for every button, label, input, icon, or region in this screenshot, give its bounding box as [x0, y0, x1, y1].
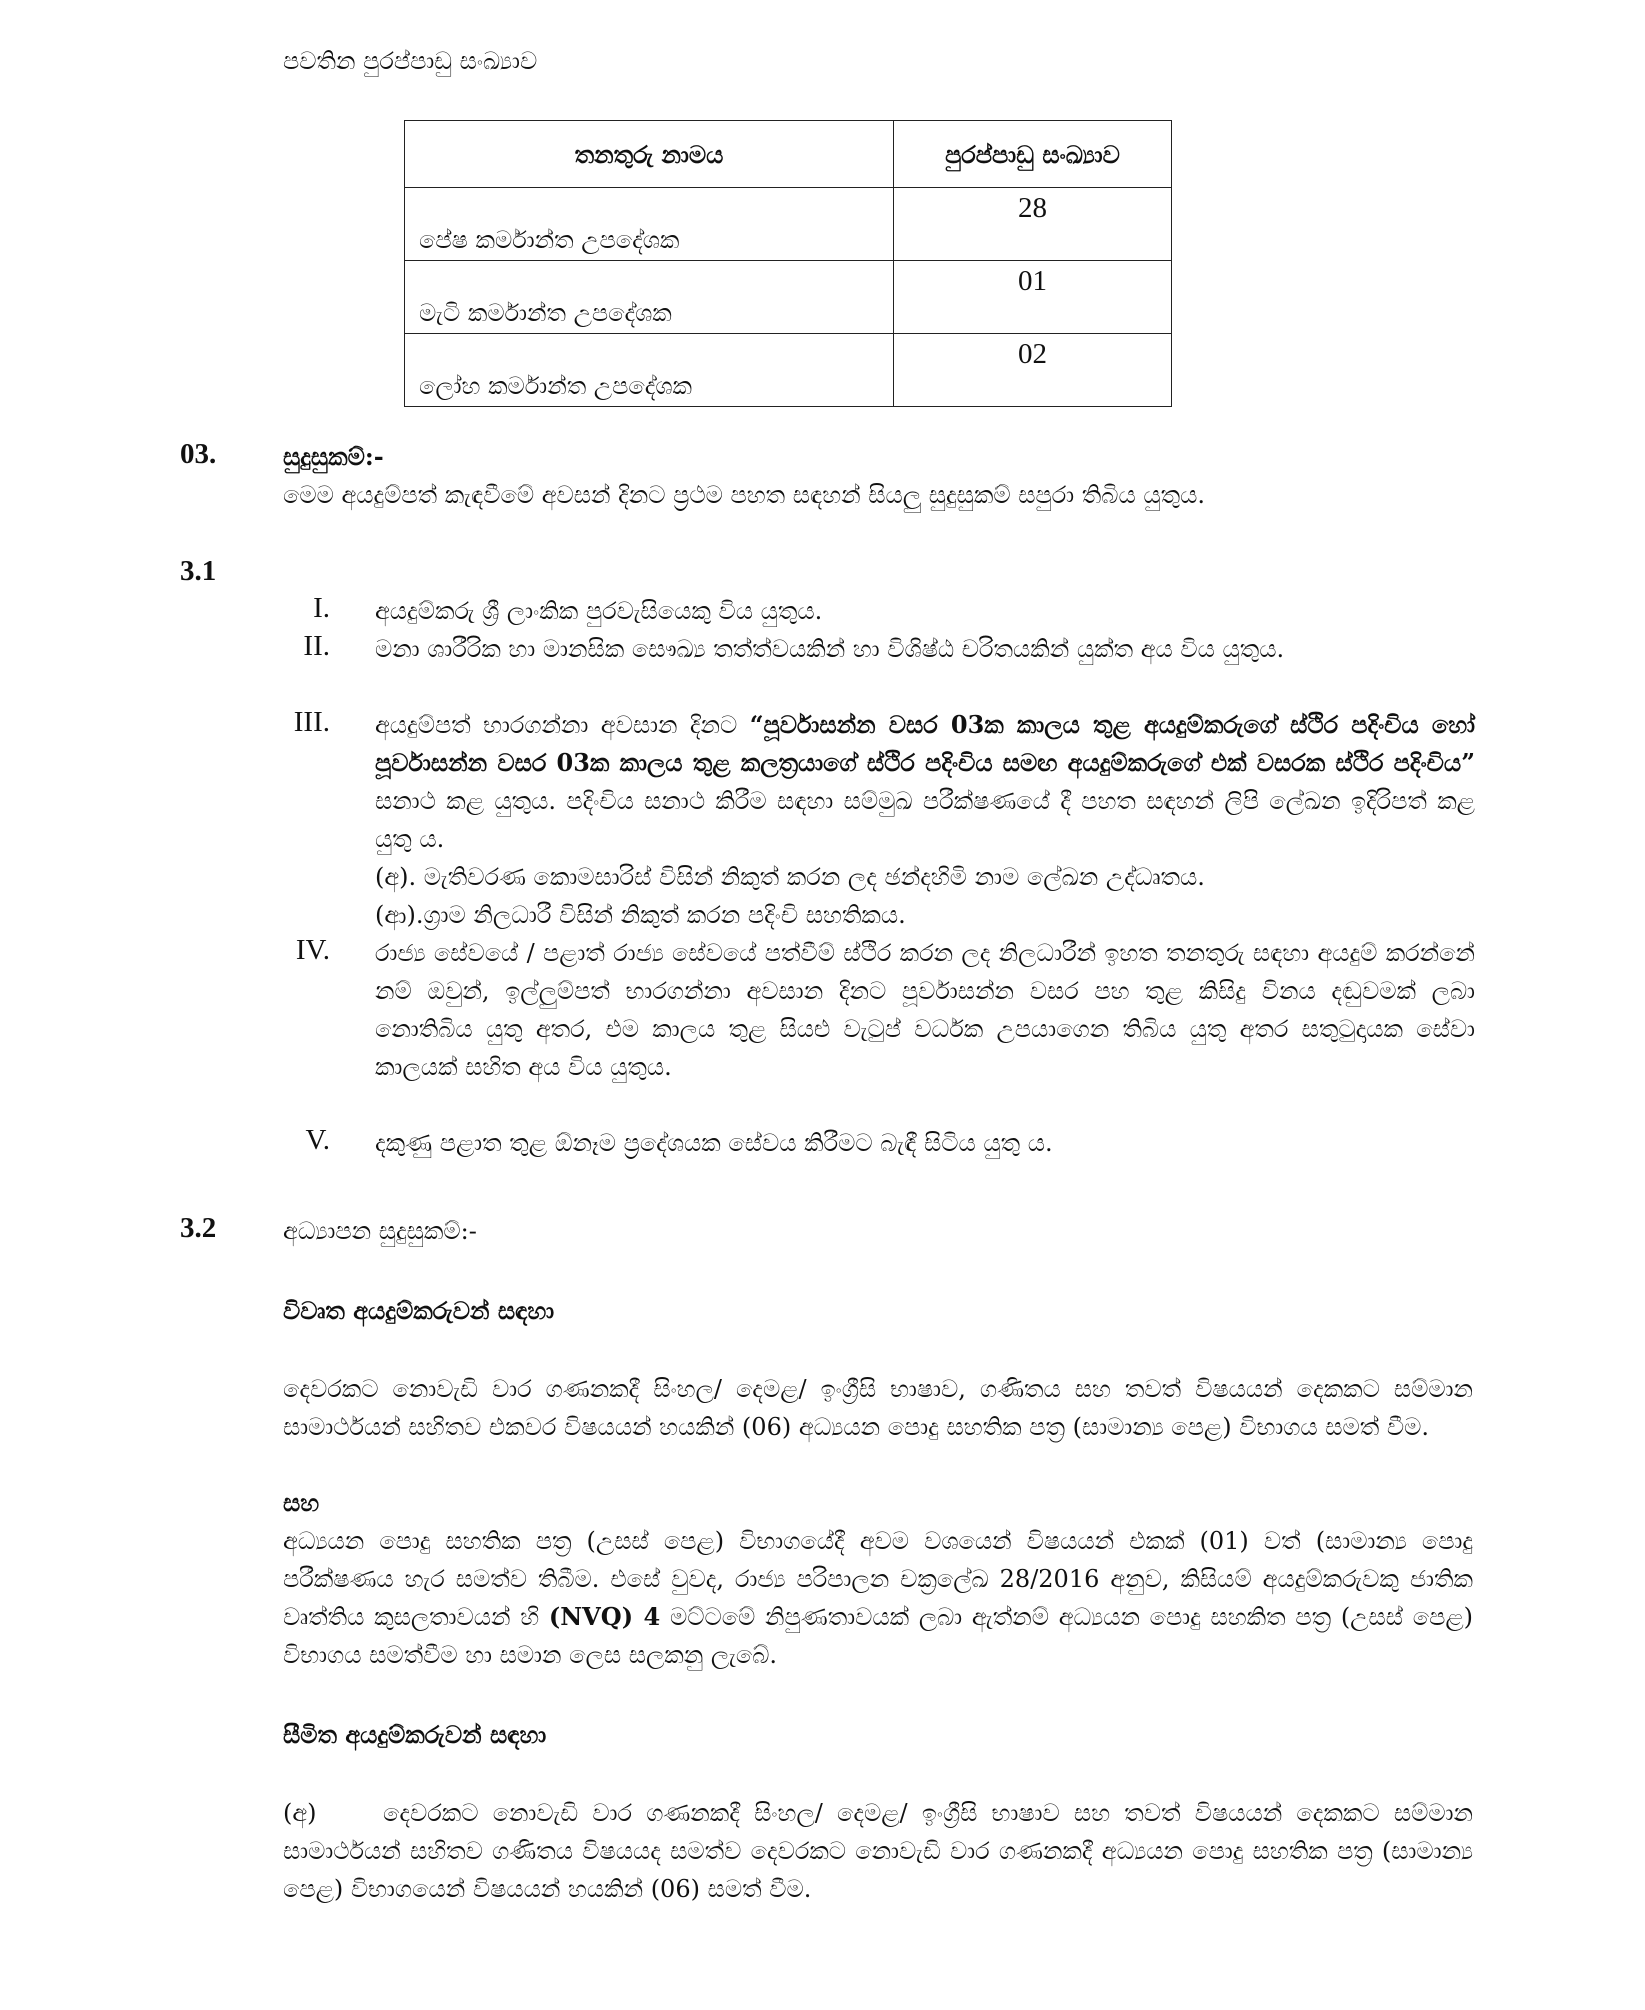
section-number-03: 03.	[180, 438, 217, 470]
paragraph-2-text-a: අධ්‍යයන පොදු සහතික පත්‍ර (උසස් පෙළ) විභාගයේදී අවම වශයෙන් විෂයයන් එකක් (01) වත් (සාමාන්‍ය පොදු පරීක්ෂණය හැර සමත්ව තිබීම. එසේ වුවද, රාජ්‍ය පරිපාලන චක්‍රලේඛ 28/2016 අනුව, කිසියම් අයදුම්කරුවකු ජාතික වෘත්තිය කුසලතාවයන් හි	[283, 1527, 1473, 1631]
and-label: සහ	[283, 1488, 320, 1517]
vacancy-count-cell: 01	[894, 261, 1172, 334]
educational-qualifications-heading: අධ්‍යාපන සුදුසුකම්:-	[283, 1217, 477, 1245]
post-name-cell: ලෝහ කර්මාන්ත උපදේශක	[405, 334, 894, 407]
residency-text-a: අයදුම්පත් භාරගන්නා අවසාන දිනට	[375, 711, 750, 739]
vacancy-table	[404, 120, 1172, 407]
vacancy-count-label: පවතින පුරප්පාඩු සංඛ්‍යාව	[283, 47, 538, 75]
post-name-cell: මැටි කර්මාන්ත උපදේශක	[405, 261, 894, 334]
vacancy-count-cell: 02	[894, 334, 1172, 407]
item-public-servants: රාජ්‍ය සේවයේ / පළාත් රාජ්‍ය සේවයේ පත්වීම් ස්ථිර කරන ලද නිලධාරීන් ඉහත තනතුරු සඳහා අයදුම් කරන්නේ නම් ඔවුන්, ඉල්ලුම්පත් භාරගන්නා අවසාන දිනට පූර්වාසන්න වසර පහ තුළ කිසිදු විනය දඬුවමක් ලබා නොතිබිය යුතු අතර, එම කාලය තුළ සියළු වැටුප් වර්ධක උපයාගෙන තිබිය යුතු අතර සතුටුදායක සේවා කාලයක් සහිත අය විය යුතුය.	[375, 939, 1475, 1081]
limited-item-label: (අ)	[283, 1799, 317, 1827]
item-numeral: V.	[305, 1124, 330, 1156]
item-numeral: IV.	[295, 934, 330, 966]
item-numeral: II.	[303, 630, 330, 662]
section-number-3-1: 3.1	[180, 555, 217, 587]
qualifications-heading: සුදුසුකම්:-	[283, 442, 384, 471]
item-residency	[375, 706, 1475, 858]
sub-item-electoral-register: (අ). මැතිවරණ කොමසාරිස් විසින් නිකුත් කරන ලද ඡන්දහිමි නාම ලේඛන උද්ධෘතය.	[375, 863, 1205, 891]
sub-item-residence-certificate: (ආ).ග්‍රාම නිලධාරී විසින් නිකුත් කරන පදිංචි සහතිකය.	[375, 901, 906, 929]
paragraph-2-text-b: මට්ටමේ නිපුණතාවයක් ලබා ඇත්නම් අධ්‍යයන පොදු සහකිත පත්‍ර (උසස් පෙළ) විභාගය සමත්වීම හා සමාන ලෙස සලකනු ලැබේ.	[283, 1603, 1473, 1669]
table-row	[405, 188, 1172, 261]
item-numeral: III.	[293, 706, 330, 738]
open-applicants-heading: විවෘත අයදුම්කරුවන් සඳහා	[283, 1296, 555, 1325]
open-applicants-paragraph-2	[283, 1522, 1473, 1674]
nvq-level: (NVQ) 4	[548, 1602, 661, 1631]
limited-applicants-paragraph-1: දෙවරකට නොවැඩි වාර ගණනකදී සිංහල/ දෙමළ/ ඉංග්‍රීසි භාෂාව සහ තවත් විෂයයන් දෙකකට සම්මාන සාමාර්ථයන් සහිතව ගණිතය විෂයයද සමත්ව දෙවරකට නොවැඩි වාර ගණනකදී අධ්‍යයන පොදු සහතික පත්‍ර (සාමාන්‍ය පෙළ) විභාගයෙන් විෂයයන් හයකින් (06) සමත් වීම.	[283, 1799, 1473, 1903]
vacancy-count-cell: 28	[894, 188, 1172, 261]
residency-text-b: සනාථ කළ යුතුය. පදිංචිය සනාථ කිරීම සඳහා සම්මුඛ පරීක්ෂණයේ දී පහත සඳහන් ලිපි ලේඛන ඉදිරිපත් කළ යුතු ය.	[375, 787, 1475, 853]
item-health-character: මනා ශාරීරික හා මානසික සෞඛ්‍ය තත්ත්වයකින් හා විශිෂ්ඨ චරිතයකින් යුක්ත අය විය යුතුය.	[375, 635, 1285, 663]
header-vacancy-count: පුරප්පාඩු සංඛ්‍යාව	[894, 121, 1172, 188]
item-southern-province: දකුණු පළාත තුළ ඕනෑම ප්‍රදේශයක සේවය කිරීමට බැඳී සිටිය යුතු ය.	[375, 1129, 1053, 1157]
residency-requirement-bold: “පූර්වාසන්න වසර 03ක කාලය තුළ අයදුම්කරුගේ ස්ථිර පදිංචිය හෝ පූර්වාසන්න වසර 03ක කාලය තුළ කලත්‍රයාගේ ස්ථිර පදිංචිය සමඟ අයදුම්කරුගේ එක් වසරක ස්ථිර පදිංචිය”	[375, 710, 1475, 777]
open-applicants-paragraph-1: දෙවරකට නොවැඩි වාර ගණනකදී සිංහල/ දෙමළ/ ඉංග්‍රීසි භාෂාව, ගණිතය සහ තවත් විෂයයන් දෙකකට සම්මාන සාමාර්ථයන් සහිතව එකවර විෂයයන් හයකින් (06) අධ්‍යයන පොදු සහතික පත්‍ර (සාමාන්‍ය පෙළ) විභාගය සමත් වීම.	[283, 1375, 1473, 1441]
header-post-name: තනතුරු නාමය	[405, 121, 894, 188]
table-header-row	[405, 121, 1172, 188]
item-citizenship: අයදුම්කරු ශ්‍රී ලාංකික පුරවැසියෙකු විය යුතුය.	[375, 597, 823, 625]
post-name-cell: පේෂ කර්මාන්ත උපදේශක	[405, 188, 894, 261]
qualifications-intro: මෙම අයදුම්පත් කැඳවීමේ අවසන් දිනට ප්‍රථම පහත සඳහන් සියලු සුදුසුකම් සපුරා තිබිය යුතුය.	[283, 481, 1205, 509]
section-number-3-2: 3.2	[180, 1212, 217, 1244]
limited-applicants-heading: සීමිත අයදුම්කරුවන් සඳහා	[283, 1720, 547, 1749]
item-numeral: I.	[313, 592, 330, 624]
table-row	[405, 261, 1172, 334]
table-row	[405, 334, 1172, 407]
